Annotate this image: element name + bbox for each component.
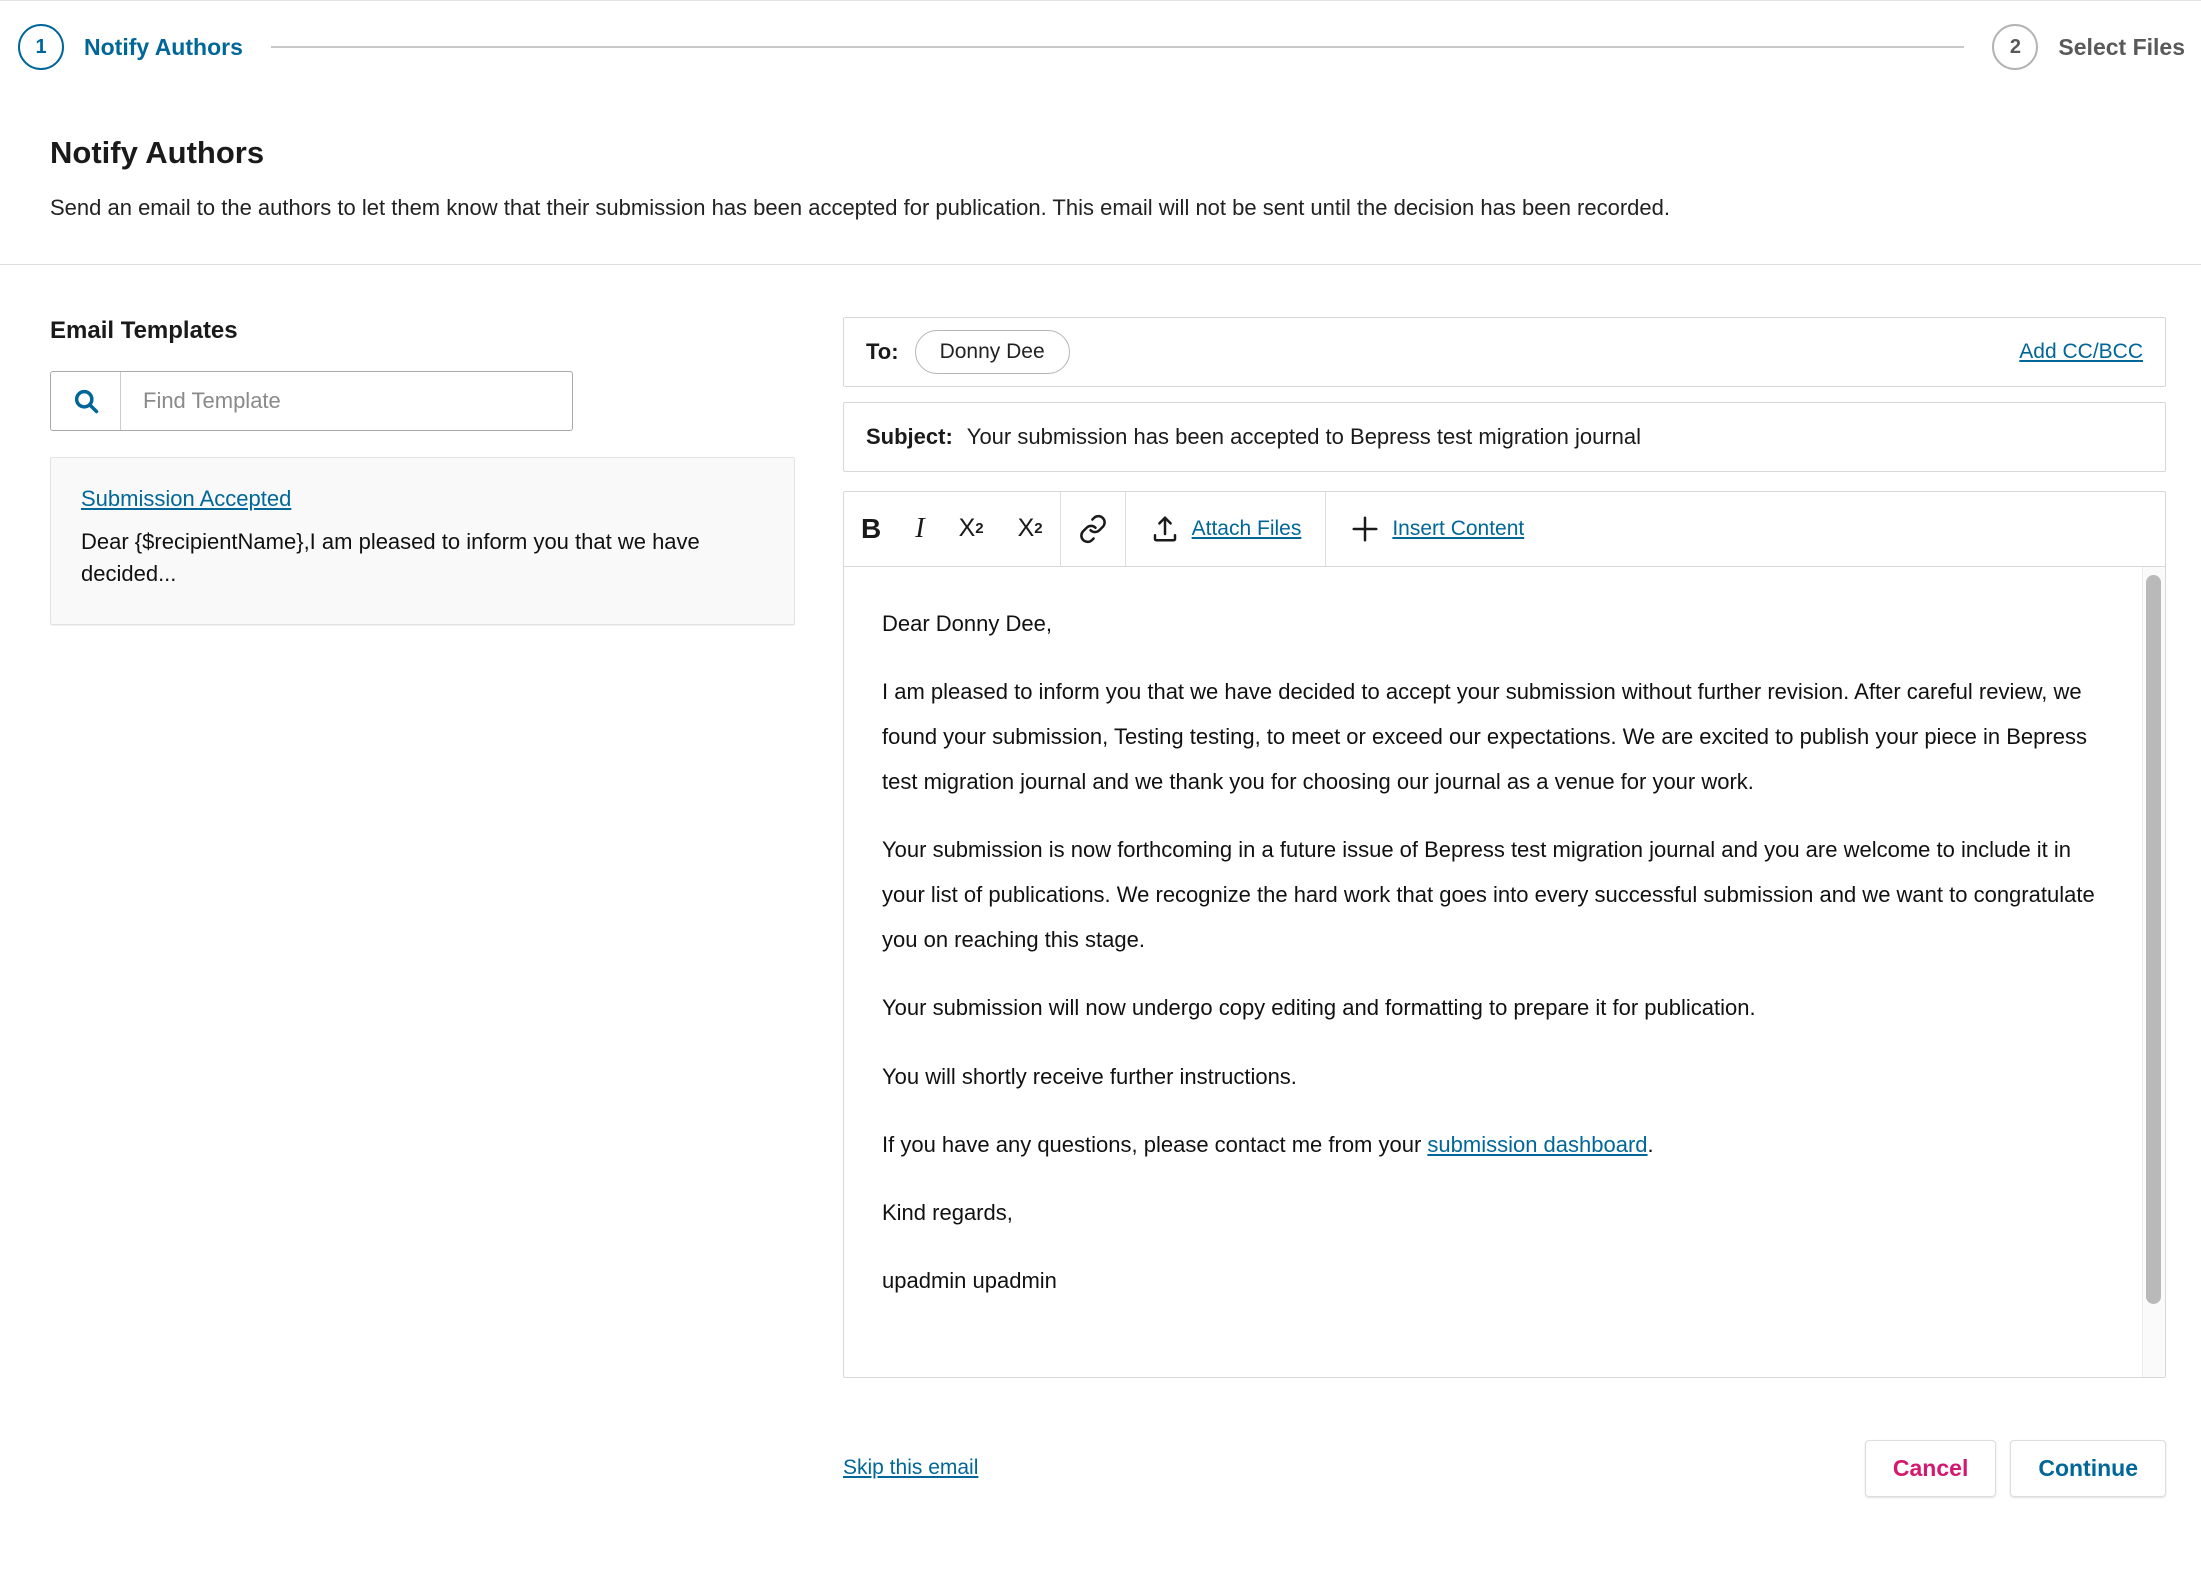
attach-files-label: Attach Files <box>1191 516 1302 540</box>
superscript-digit: 2 <box>975 520 984 538</box>
body-regards: Kind regards, <box>882 1199 1013 1225</box>
insert-content-label: Insert Content <box>1392 516 1525 540</box>
add-cc-bcc-link[interactable]: Add CC/BCC <box>2019 339 2143 363</box>
submission-dashboard-link[interactable]: submission dashboard <box>1427 1131 1648 1157</box>
template-search-input[interactable] <box>121 372 572 430</box>
intro-section <box>0 93 2201 224</box>
body-paragraph <box>882 1122 2095 1167</box>
body-signature: upadmin upadmin <box>882 1267 1057 1293</box>
template-preview: Dear {$recipientName},I am pleased to inform you that we have decided... <box>81 528 700 586</box>
email-editor <box>843 491 2166 1378</box>
body-paragraph: I am pleased to inform you that we have decided to accept your submission without further revision. After careful review, we found your submission, Testing testing, to meet or exceed our expectations. We are excited to publish your piece in Bepress test migration journal and we thank you for choosing our journal as a venue for your work. <box>882 678 2087 795</box>
main-content <box>0 265 2201 1517</box>
stepper-connector <box>271 46 1965 48</box>
superscript-button[interactable] <box>942 492 1001 566</box>
email-body[interactable] <box>844 567 2165 1377</box>
step-select-files[interactable] <box>1992 24 2185 70</box>
step-1-number: 1 <box>35 35 47 58</box>
body-questions-prefix: If you have any questions, please contact me from your <box>882 1131 1428 1157</box>
subscript-digit: 2 <box>1034 520 1043 538</box>
insert-link-button[interactable] <box>1061 492 1125 566</box>
step-1-circle <box>18 24 64 70</box>
plus-icon <box>1350 514 1380 544</box>
subscript-base: X <box>1017 514 1035 543</box>
body-paragraph: Your submission will now undergo copy editing and formatting to prepare it for publication. <box>882 995 1756 1021</box>
link-icon <box>1078 514 1108 544</box>
page-title: Notify Authors <box>50 135 265 170</box>
wizard-stepper <box>0 1 2201 93</box>
step-2-circle <box>1992 24 2038 70</box>
step-2-number: 2 <box>2009 35 2021 58</box>
search-icon[interactable] <box>51 372 121 430</box>
editor-scrollbar[interactable] <box>2142 567 2165 1377</box>
step-2-label: Select Files <box>2058 33 2185 60</box>
skip-email-link[interactable]: Skip this email <box>843 1456 979 1480</box>
editor-scrollbar-thumb[interactable] <box>2146 575 2161 1304</box>
superscript-base: X <box>958 514 976 543</box>
cancel-button[interactable]: Cancel <box>1865 1440 1996 1497</box>
subject-value: Your submission has been accepted to Bepress test migration journal <box>966 423 1642 449</box>
editor-toolbar <box>844 492 2165 567</box>
template-search <box>50 371 573 431</box>
insert-content-button[interactable] <box>1326 492 1548 566</box>
continue-button[interactable]: Continue <box>2010 1440 2166 1497</box>
email-templates-panel <box>50 317 795 625</box>
subject-field[interactable] <box>843 402 2166 472</box>
email-composer <box>843 317 2166 1517</box>
body-greeting: Dear Donny Dee, <box>882 610 1052 636</box>
upload-icon <box>1150 514 1180 544</box>
body-paragraph: You will shortly receive further instructions. <box>882 1063 1297 1089</box>
wizard-footer <box>843 1440 2166 1517</box>
subscript-button[interactable] <box>1001 492 1060 566</box>
to-label: To: <box>866 338 899 364</box>
templates-heading: Email Templates <box>50 316 238 344</box>
attach-files-button[interactable] <box>1126 492 1326 566</box>
recipient-chip[interactable]: Donny Dee <box>915 330 1070 374</box>
step-notify-authors[interactable] <box>18 24 243 70</box>
template-card <box>50 457 795 625</box>
body-questions-suffix: . <box>1647 1131 1654 1157</box>
to-field <box>843 317 2166 387</box>
subject-label: Subject: <box>866 423 953 449</box>
italic-button[interactable] <box>898 492 941 566</box>
template-link[interactable]: Submission Accepted <box>81 485 292 511</box>
notify-authors-wizard <box>0 1 2201 1517</box>
page-description: Send an email to the authors to let them know that their submission has been accepted for publication. This email will not be sent until the decision has been recorded. <box>50 195 1670 220</box>
bold-button[interactable] <box>844 492 898 566</box>
body-paragraph: Your submission is now forthcoming in a future issue of Bepress test migration journal and you are welcome to include it in your list of publications. We recognize the hard work that goes into every successful submission and we want to congratulate you on reaching this stage. <box>882 837 2095 953</box>
italic-button-label: I <box>915 512 925 544</box>
step-1-label: Notify Authors <box>84 33 243 60</box>
bold-button-label: B <box>861 512 882 544</box>
